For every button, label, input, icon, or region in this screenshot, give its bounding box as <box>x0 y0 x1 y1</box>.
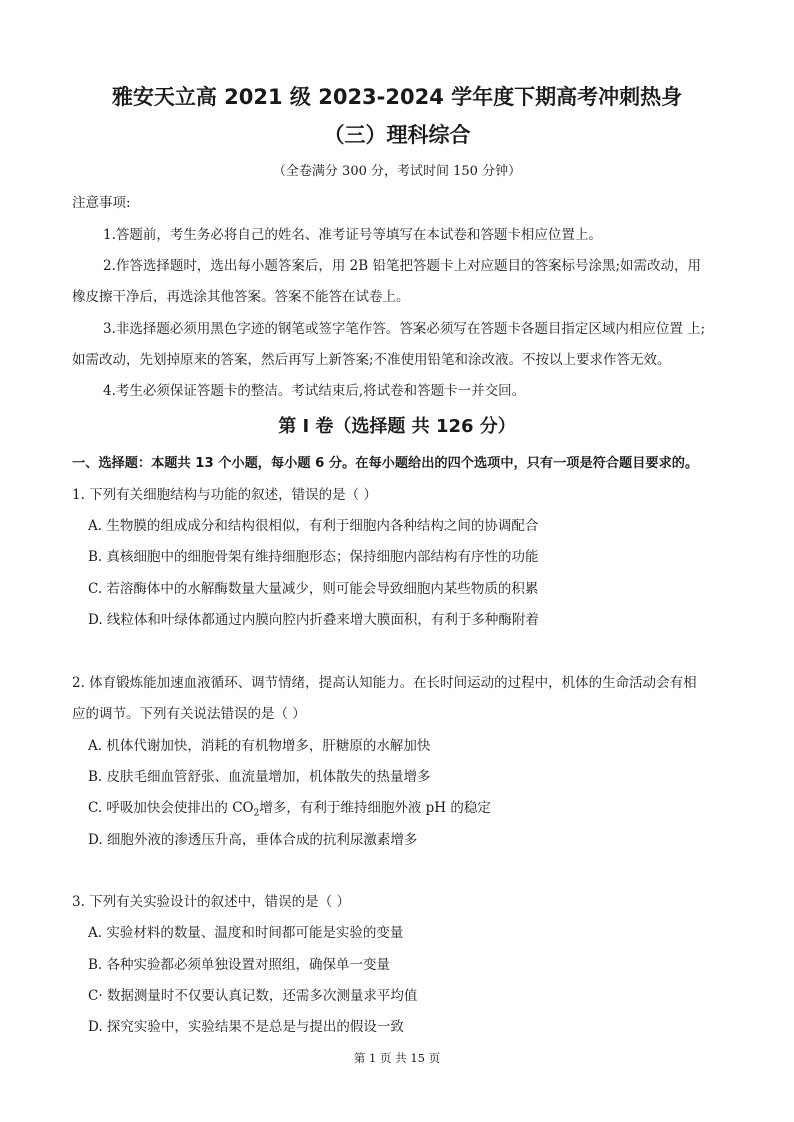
note-item-3-line1: 3.非选择题必须用黑色字迹的钢笔或签字笔作答。答案必须写在答题卡各题目指定区域内相应位置 上; <box>103 321 706 337</box>
question-2-option-c-subscript: 2 <box>253 808 260 819</box>
question-1-option-b: B. 真核细胞中的细胞骨架有维持细胞形态；保持细胞内部结构有序性的功能 <box>88 549 539 565</box>
question-2-option-d: D. 细胞外液的渗透压升高，垂体合成的抗利尿激素增多 <box>88 832 418 848</box>
question-1-option-d: D. 线粒体和叶绿体都通过内膜向腔内折叠来增大膜面积，有利于多种酶附着 <box>88 612 539 628</box>
question-1-option-c: C. 若溶酶体中的水解酶数量大量减少，则可能会导致细胞内某些物质的积累 <box>88 581 539 597</box>
question-3-option-d: D. 探究实验中，实验结果不是总是与提出的假设一致 <box>88 1019 404 1035</box>
exam-title-line1: 雅安天立高 2021 级 2023-2024 学年度下期高考冲刺热身 <box>111 85 683 109</box>
question-3-stem: 3. 下列有关实验设计的叙述中，错误的是（ ） <box>72 894 350 910</box>
question-3-option-c: C· 数据测量时不仅要认真记数，还需多次测量求平均值 <box>88 988 418 1004</box>
question-2-option-c-pre: C. 呼吸加快会使排出的 CO <box>88 800 254 816</box>
question-3-option-b: B. 各种实验都必须单独设置对照组，确保单一变量 <box>88 957 391 973</box>
notes-heading: 注意事项: <box>72 195 131 211</box>
exam-title-line2: （三）理科综合 <box>323 123 471 147</box>
note-item-1: 1.答题前，考生务必将自己的姓名、准考证号等填写在本试卷和答题卡相应位置上。 <box>103 227 602 243</box>
question-1-option-a: A. 生物膜的组成成分和结构很相似，有利于细胞内各种结构之间的协调配合 <box>88 518 539 534</box>
question-2-stem-line1: 2. 体育锻炼能加速血液循环、调节情绪，提高认知能力。在长时间运动的过程中，机体的生命活动会有相 <box>72 675 697 691</box>
note-item-2-line1: 2.作答选择题时，选出每小题答案后，用 2B 铅笔把答题卡上对应题目的答案标号涂黑;如需改动，用 <box>103 258 702 274</box>
question-1-stem: 1. 下列有关细胞结构与功能的叙述，错误的是（ ） <box>72 487 377 503</box>
question-3-option-a: A. 实验材料的数量、温度和时间都可能是实验的变量 <box>88 925 404 941</box>
question-2-stem-line2: 应的调节。下列有关说法错误的是（ ） <box>72 706 306 722</box>
question-2-option-a: A. 机体代谢加快，消耗的有机物增多，肝糖原的水解加快 <box>88 738 431 754</box>
exam-subtitle: （全卷满分 300 分，考试时间 150 分钟） <box>272 164 522 179</box>
page-footer: 第 1 页 共 15 页 <box>353 1051 441 1065</box>
note-item-4: 4.考生必须保证答题卡的整洁。考试结束后,将试卷和答题卡一并交回。 <box>103 383 526 399</box>
note-item-3-line2: 如需改动，先划掉原来的答案，然后再写上新答案;不准使用铅笔和涂改液。不按以上要求作答无效。 <box>72 352 671 368</box>
question-2-option-b: B. 皮肤毛细血管舒张、血流量增加，机体散失的热量增多 <box>88 769 431 785</box>
question-2-option-c-post: 增多，有利于维持细胞外液 pH 的稳定 <box>259 800 491 816</box>
note-item-2-line2: 橡皮擦干净后，再选涂其他答案。答案不能答在试卷上。 <box>72 289 410 305</box>
part-heading: 一、选择题：本题共 13 个小题，每小题 6 分。在每小题给出的四个选项中，只有一项是符合题目要求的。 <box>72 456 699 471</box>
question-2-option-c <box>88 798 491 824</box>
section-title: 第 I 卷（选择题 共 126 分） <box>278 416 516 437</box>
